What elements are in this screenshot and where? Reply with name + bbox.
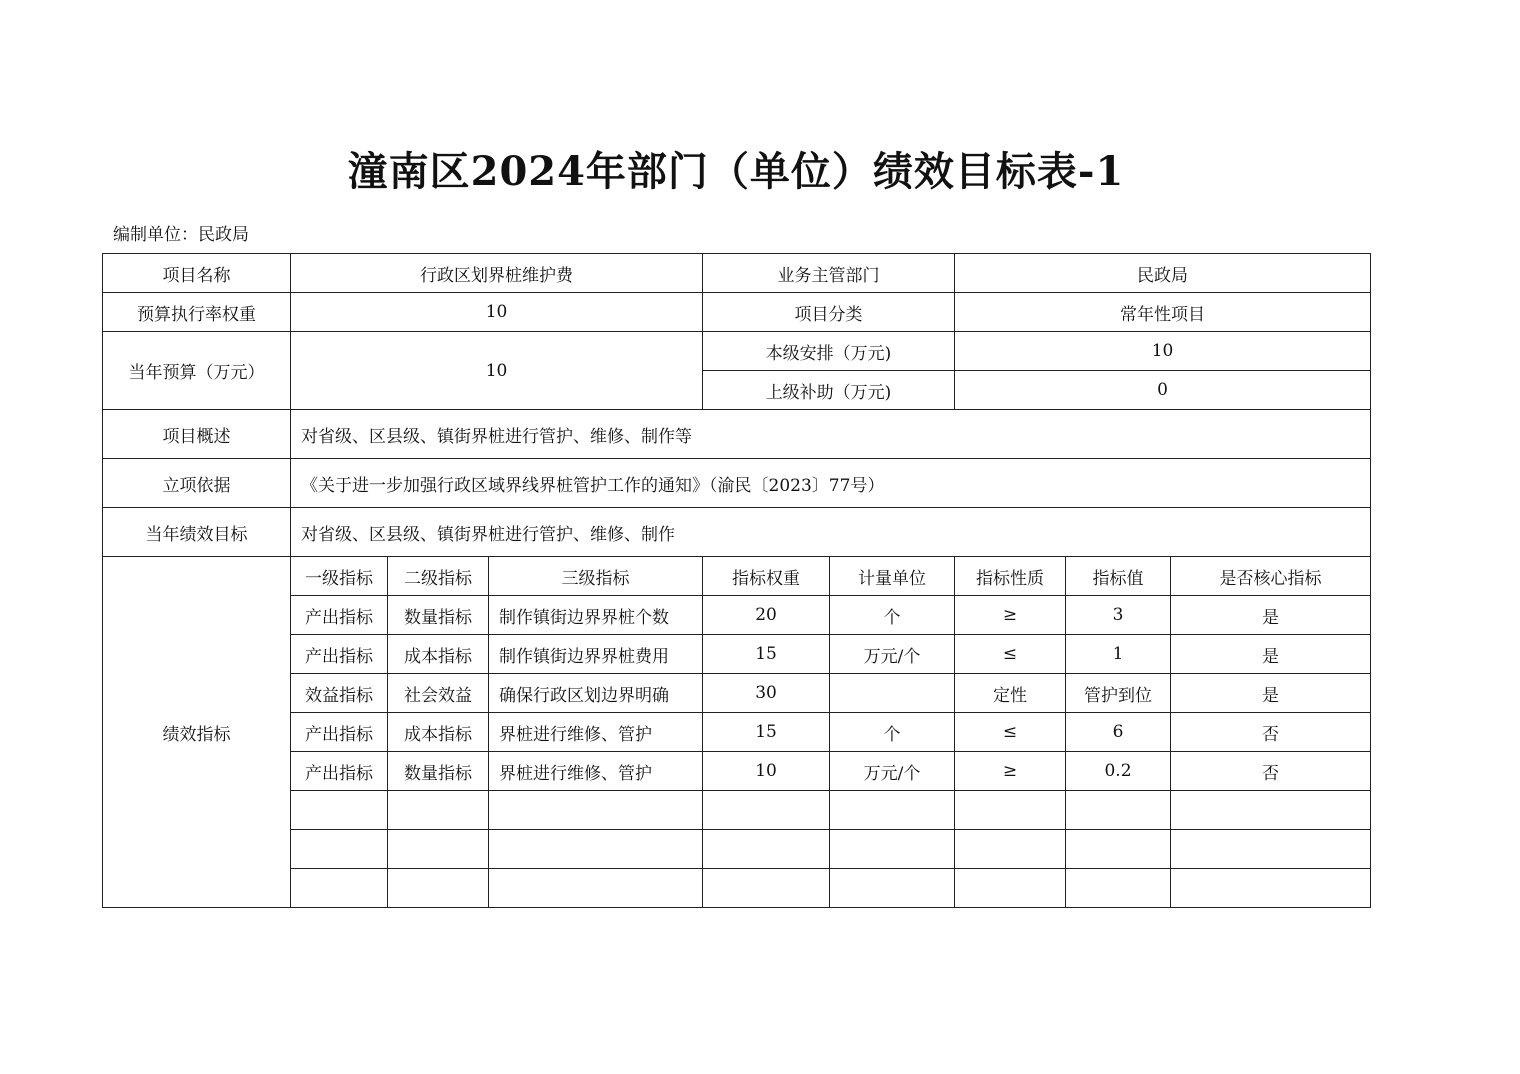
weight-cell <box>703 791 830 830</box>
row-annual-budget <box>103 332 1371 371</box>
core-cell: 否 <box>1171 752 1371 791</box>
level1-cell: 效益指标 <box>291 674 388 713</box>
weight-cell: 20 <box>703 596 830 635</box>
annual-goal-label: 当年绩效目标 <box>103 508 291 557</box>
level1-cell <box>291 869 388 908</box>
level2-cell: 数量指标 <box>388 752 489 791</box>
level2-cell: 数量指标 <box>388 596 489 635</box>
value-cell <box>1066 830 1171 869</box>
header-nature: 指标性质 <box>955 557 1066 596</box>
value-cell: 1 <box>1066 635 1171 674</box>
level3-cell: 确保行政区划边界明确 <box>489 674 703 713</box>
nature-cell: 定性 <box>955 674 1066 713</box>
unit-cell: 个 <box>830 596 955 635</box>
nature-cell: ≤ <box>955 713 1066 752</box>
project-category-label: 项目分类 <box>703 293 955 332</box>
core-cell <box>1171 869 1371 908</box>
level3-cell <box>489 830 703 869</box>
value-cell: 0.2 <box>1066 752 1171 791</box>
unit-cell: 万元/个 <box>830 752 955 791</box>
local-funding-label: 本级安排（万元) <box>703 332 955 371</box>
header-value: 指标值 <box>1066 557 1171 596</box>
local-funding-value: 10 <box>955 332 1371 371</box>
indicator-row <box>103 713 1371 752</box>
level3-cell: 制作镇街边界界桩个数 <box>489 596 703 635</box>
row-basis <box>103 459 1371 508</box>
level2-cell <box>388 830 489 869</box>
header-weight: 指标权重 <box>703 557 830 596</box>
superior-subsidy-label: 上级补助（万元) <box>703 371 955 410</box>
annual-budget-value: 10 <box>291 332 703 410</box>
budget-weight-label: 预算执行率权重 <box>103 293 291 332</box>
core-cell <box>1171 791 1371 830</box>
level2-cell: 成本指标 <box>388 635 489 674</box>
header-level2: 二级指标 <box>388 557 489 596</box>
indicator-row <box>103 791 1371 830</box>
nature-cell <box>955 830 1066 869</box>
weight-cell <box>703 830 830 869</box>
level2-cell <box>388 791 489 830</box>
indicator-row <box>103 635 1371 674</box>
weight-cell: 15 <box>703 635 830 674</box>
indicator-row <box>103 674 1371 713</box>
indicator-row <box>103 830 1371 869</box>
level3-cell <box>489 791 703 830</box>
weight-cell <box>703 869 830 908</box>
superior-subsidy-value: 0 <box>955 371 1371 410</box>
indicator-row <box>103 752 1371 791</box>
unit-cell <box>830 830 955 869</box>
indicator-row <box>103 869 1371 908</box>
level1-cell <box>291 830 388 869</box>
level3-cell: 界桩进行维修、管护 <box>489 752 703 791</box>
level3-cell <box>489 869 703 908</box>
weight-cell: 10 <box>703 752 830 791</box>
level2-cell: 成本指标 <box>388 713 489 752</box>
row-project-name <box>103 254 1371 293</box>
row-annual-goal <box>103 508 1371 557</box>
unit-cell <box>830 674 955 713</box>
project-category-value: 常年性项目 <box>955 293 1371 332</box>
row-overview <box>103 410 1371 459</box>
basis-value: 《关于进一步加强行政区域界线界桩管护工作的通知》（渝民〔2023〕77号） <box>291 459 1371 508</box>
core-cell: 是 <box>1171 635 1371 674</box>
level1-cell: 产出指标 <box>291 713 388 752</box>
indicators-label: 绩效指标 <box>103 557 291 908</box>
value-cell: 6 <box>1066 713 1171 752</box>
competent-dept-label: 业务主管部门 <box>703 254 955 293</box>
value-cell <box>1066 791 1171 830</box>
header-core: 是否核心指标 <box>1171 557 1371 596</box>
core-cell <box>1171 830 1371 869</box>
level1-cell: 产出指标 <box>291 596 388 635</box>
nature-cell <box>955 791 1066 830</box>
unit-cell <box>830 869 955 908</box>
project-name-label: 项目名称 <box>103 254 291 293</box>
level2-cell: 社会效益 <box>388 674 489 713</box>
nature-cell: ≤ <box>955 635 1066 674</box>
annual-goal-value: 对省级、区县级、镇街界桩进行管护、维修、制作 <box>291 508 1371 557</box>
level1-cell: 产出指标 <box>291 752 388 791</box>
unit-cell <box>830 791 955 830</box>
nature-cell <box>955 869 1066 908</box>
weight-cell: 30 <box>703 674 830 713</box>
project-name-value: 行政区划界桩维护费 <box>291 254 703 293</box>
page-title: 潼南区2024年部门（单位）绩效目标表-1 <box>347 148 1125 195</box>
header-level3: 三级指标 <box>489 557 703 596</box>
budget-weight-value: 10 <box>291 293 703 332</box>
overview-label: 项目概述 <box>103 410 291 459</box>
level3-cell: 界桩进行维修、管护 <box>489 713 703 752</box>
indicator-row <box>103 596 1371 635</box>
weight-cell: 15 <box>703 713 830 752</box>
unit-cell: 万元/个 <box>830 635 955 674</box>
value-cell: 3 <box>1066 596 1171 635</box>
performance-target-table <box>102 253 1371 908</box>
header-unit: 计量单位 <box>830 557 955 596</box>
value-cell: 管护到位 <box>1066 674 1171 713</box>
core-cell: 是 <box>1171 596 1371 635</box>
row-budget-weight <box>103 293 1371 332</box>
overview-value: 对省级、区县级、镇街界桩进行管护、维修、制作等 <box>291 410 1371 459</box>
competent-dept-value: 民政局 <box>955 254 1371 293</box>
indicator-header-row <box>103 557 1371 596</box>
compiling-unit: 编制单位：民政局 <box>113 225 249 245</box>
level3-cell: 制作镇街边界界桩费用 <box>489 635 703 674</box>
nature-cell: ≥ <box>955 752 1066 791</box>
core-cell: 否 <box>1171 713 1371 752</box>
level2-cell <box>388 869 489 908</box>
value-cell <box>1066 869 1171 908</box>
nature-cell: ≥ <box>955 596 1066 635</box>
header-level1: 一级指标 <box>291 557 388 596</box>
annual-budget-label: 当年预算（万元） <box>103 332 291 410</box>
level1-cell: 产出指标 <box>291 635 388 674</box>
level1-cell <box>291 791 388 830</box>
core-cell: 是 <box>1171 674 1371 713</box>
basis-label: 立项依据 <box>103 459 291 508</box>
unit-cell: 个 <box>830 713 955 752</box>
